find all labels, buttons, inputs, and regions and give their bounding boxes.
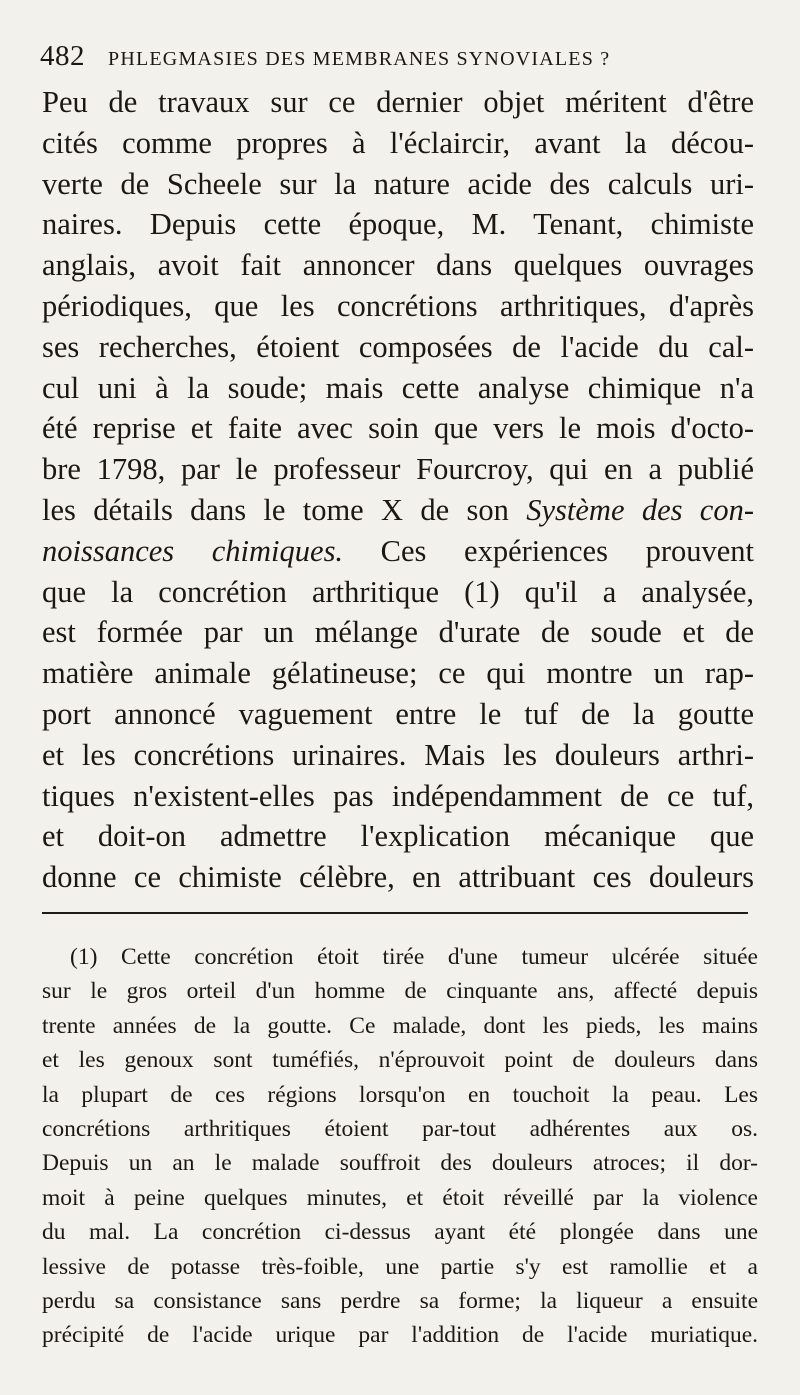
footnote-divider [42,912,748,914]
text-line: que la concrétion arthritique (1) qu'il a analysée, [42,574,754,609]
running-title: PHLEGMASIES DES MEMBRANES SYNOVIALES ? [108,48,611,70]
footnote-line: sur le gros orteil d'un homme de cinquante ans, affecté depuis [42,978,758,1005]
main-text [42,82,754,898]
text-line: port annoncé vaguement entre le tuf de la goutte [42,696,754,731]
page-header [40,40,755,80]
text-line: verte de Scheele sur la nature acide des calculs uri- [42,166,754,201]
text-line: périodiques, que les concrétions arthritiques, d'après [42,288,754,323]
text-line-with-italic [42,490,754,531]
text-line: est formée par un mélange d'urate de soude et de [42,615,754,650]
footnote-line: précipité de l'acide urique par l'addition de l'acide muriatique. [42,1322,758,1349]
text-line: tiques n'existent-elles pas indépendamment de ce tuf, [42,778,754,813]
italic-title-segment: noissances chimiques. [42,533,344,568]
text-segment: Ces expériences prouvent [380,533,754,568]
text-line-with-italic [42,531,754,572]
text-line: ses recherches, étoient composées de l'acide du cal- [42,329,754,364]
footnote [42,940,758,1353]
text-line: anglais, avoit fait annoncer dans quelques ouvrages [42,248,754,283]
text-line: et les concrétions urinaires. Mais les douleurs arthri- [42,737,754,772]
footnote-line: la plupart de ces régions lorsqu'on en touchoit la peau. Les [42,1081,758,1108]
text-line: été reprise et faite avec soin que vers le mois d'octo- [42,411,754,446]
footnote-line: Depuis un an le malade souffroit des douleurs atroces; il dor- [42,1150,758,1177]
footnote-line: perdu sa consistance sans perdre sa forme; la liqueur a ensuite [42,1287,758,1314]
footnote-line: du mal. La concrétion ci-dessus ayant été plongée dans une [42,1219,758,1246]
text-line: cités comme propres à l'éclaircir, avant la décou- [42,125,754,160]
text-line: naires. Depuis cette époque, M. Tenant, chimiste [42,207,754,242]
text-line: matière animale gélatineuse; ce qui montre un rap- [42,656,754,691]
page-number: 482 [40,40,85,72]
text-line: bre 1798, par le professeur Fourcroy, qui en a publié [42,452,754,487]
text-line: donne ce chimiste célèbre, en attribuant ces douleurs [42,860,754,895]
footnote-line: trente années de la goutte. Ce malade, dont les pieds, les mains [42,1012,758,1039]
text-segment: les détails dans le tome X de son [42,492,509,527]
text-line: et doit-on admettre l'explication mécanique que [42,819,754,854]
text-line: cul uni à la soude; mais cette analyse chimique n'a [42,370,754,405]
footnote-line: lessive de potasse très-foible, une partie s'y est ramollie et a [42,1253,758,1280]
footnote-line: moit à peine quelques minutes, et étoit réveillé par la violence [42,1184,758,1211]
text-line: Peu de travaux sur ce dernier objet méritent d'être [42,85,754,119]
footnote-line: et les genoux sont tuméfiés, n'éprouvoit point de douleurs dans [42,1047,758,1074]
footnote-line: (1) Cette concrétion étoit tirée d'une tumeur ulcérée située [70,944,758,970]
italic-title-segment: Système des con- [526,492,754,527]
footnote-line: concrétions arthritiques étoient par-tout adhérentes aux os. [42,1115,758,1142]
